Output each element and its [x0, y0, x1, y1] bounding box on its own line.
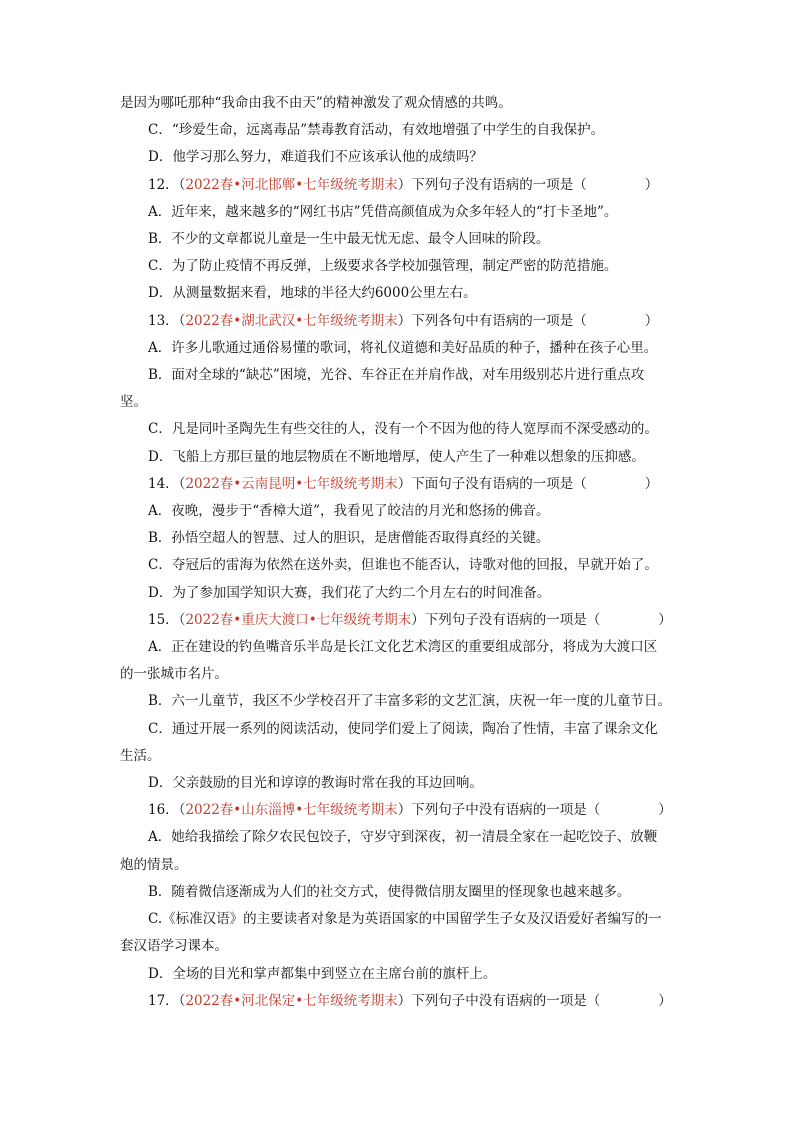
text-line: C．“珍爱生命，远离毒品”禁毒教育活动，有效地增强了中学生的自我保护。 [148, 122, 605, 139]
text-line: D．从测量数据来看，地球的半径大约6000公里左右。 [148, 285, 477, 302]
question-number: 13．（ [148, 312, 186, 329]
text-line: A．正在建设的钓鱼嘴音乐半岛是长江文化艺术湾区的重要组成部分，将成为大渡口区 [148, 639, 658, 656]
question-number: 12．（ [148, 176, 186, 193]
text-line: 坚。 [120, 394, 147, 411]
question-source: 2022春•山东淄博•七年级统考期末 [185, 802, 398, 819]
text-line: 炮的情景。 [120, 856, 188, 873]
text-line: C．通过开展一系列的阅读活动，使同学们爱上了阅读，陶冶了性情，丰富了课余文化 [148, 720, 658, 737]
text-line: D．父亲鼓励的目光和谆谆的教诲时常在我的耳边回响。 [148, 775, 483, 792]
text-line: D．飞船上方那巨量的地层物质在不断地增厚，使人产生了一种难以想象的压抑感。 [148, 448, 645, 465]
text-line: 套汉语学习课本。 [120, 938, 228, 955]
answer-blank-close: ） [644, 176, 659, 193]
answer-blank-close: ） [644, 475, 659, 492]
question-source: 2022春•河北邯郸•七年级统考期末 [185, 176, 398, 193]
answer-blank-close: ） [644, 312, 659, 329]
question-stem [120, 607, 674, 634]
document-body [120, 90, 674, 1015]
question-stem [120, 471, 674, 498]
question-stem [120, 797, 674, 824]
question-text: ）下列句子没有语病的一项是（ [397, 176, 587, 193]
text-line: C.《标准汉语》的主要读者对象是为英语国家的中国留学生子女及汉语爱好者编写的一 [148, 911, 662, 928]
text-line: C．为了防止疫情不再反弹，上级要求各学校加强管理，制定严密的防范措施。 [148, 258, 618, 275]
text-line: B．孙悟空超人的智慧、过人的胆识，是唐僧能否取得真经的关键。 [148, 530, 550, 547]
question-text: ）下列句子中没有语病的一项是（ [397, 992, 601, 1009]
answer-blank-close: ） [658, 802, 672, 819]
question-stem [120, 988, 674, 1015]
question-source: 2022春•云南昆明•七年级统考期末 [185, 475, 398, 492]
text-line: C．夺冠后的雷海为依然在送外卖，但谁也不能否认，诗歌对他的回报，早就开始了。 [148, 557, 658, 574]
question-source: 2022春•重庆大渡口•七年级统考期末 [185, 611, 412, 628]
answer-blank-close: ） [658, 992, 672, 1009]
text-line: C．凡是同叶圣陶先生有些交往的人，没有一个不因为他的待人宽厚而不深受感动的。 [148, 421, 658, 438]
question-text: ）下列句子中没有语病的一项是（ [397, 802, 601, 819]
question-text: ）下列句子没有语病的一项是（ [411, 611, 601, 628]
question-stem [120, 172, 674, 199]
question-number: 14．（ [148, 475, 186, 492]
text-line: A．许多儿歌通过通俗易懂的歌词，将礼仪道德和美好品质的种子，播种在孩子心里。 [148, 339, 658, 356]
question-source: 2022春•湖北武汉•七年级统考期末 [185, 312, 398, 329]
question-source: 2022春•河北保定•七年级统考期末 [185, 992, 398, 1009]
text-line: B．随着微信逐渐成为人们的社交方式，使得微信朋友圈里的怪现象也越来越多。 [148, 883, 631, 900]
text-line: B．面对全球的“缺芯”困境，光谷、车谷正在并肩作战，对车用级别芯片进行重点攻 [148, 367, 645, 384]
text-line: B．不少的文章都说儿童是一生中最无忧无虑、最令人回味的阶段。 [148, 231, 550, 248]
question-text: ）下面句子没有语病的一项是（ [397, 475, 587, 492]
text-line: D．全场的目光和掌声都集中到竖立在主席台前的旗杆上。 [148, 965, 497, 982]
question-number: 16．（ [148, 802, 186, 819]
question-number: 17．（ [148, 992, 186, 1009]
question-text: ）下列各句中有语病的一项是（ [397, 312, 587, 329]
text-line: A．夜晚，漫步于“香樟大道”，我看见了皎洁的月光和悠扬的佛音。 [148, 503, 550, 520]
question-stem [120, 308, 674, 335]
answer-blank-close: ） [658, 611, 672, 628]
text-line: 的一张城市名片。 [120, 666, 228, 683]
question-number: 15．（ [148, 611, 186, 628]
text-line: 是因为哪吒那种“我命由我不由天”的精神激发了观众情感的共鸣。 [120, 95, 512, 111]
text-line: D．为了参加国学知识大赛，我们花了大约二个月左右的时间准备。 [148, 584, 551, 601]
text-line: A．她给我描绘了除夕农民包饺子，守岁守到深夜，初一清晨全家在一起吃饺子、放鞭 [148, 829, 658, 846]
text-line: B．六一儿童节，我区不少学校召开了丰富多彩的文艺汇演，庆祝一年一度的儿童节日。 [148, 693, 671, 710]
text-line: A．近年来，越来越多的“网红书店”凭借高颜值成为众多年轻人的“打卡圣地”。 [148, 203, 618, 220]
text-line: D．他学习那么努力，难道我们不应该承认他的成绩吗？ [148, 149, 483, 166]
text-line: 生活。 [120, 747, 161, 764]
